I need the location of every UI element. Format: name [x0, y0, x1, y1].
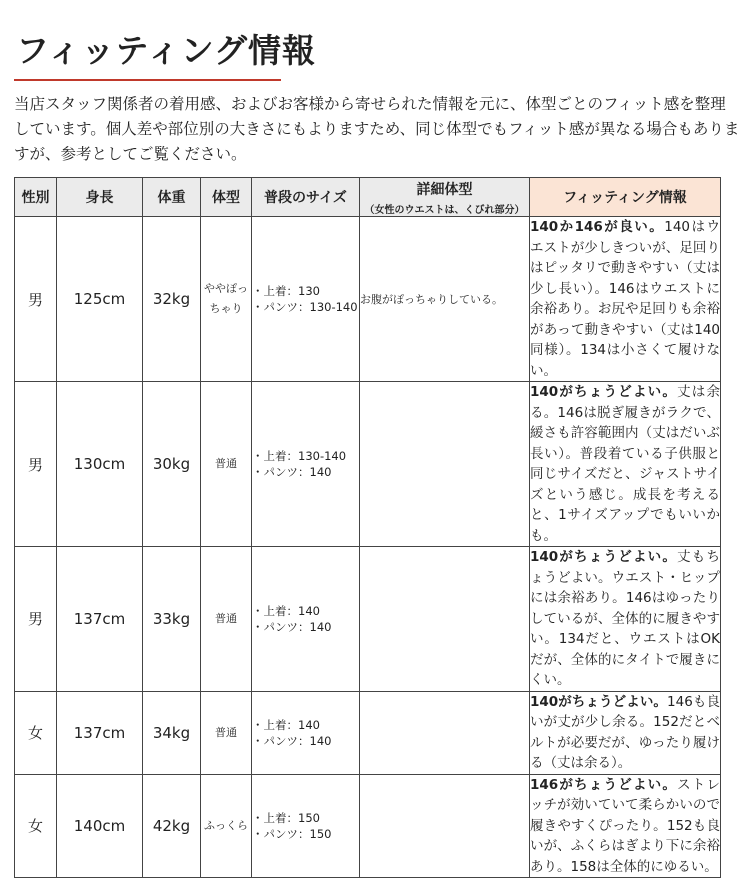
header-weight: 体重 [143, 178, 201, 217]
cell-body-type: 普通 [201, 691, 252, 774]
header-detail-type-note: （女性のウエストは、くびれ部分） [364, 204, 525, 216]
header-height: 身長 [57, 178, 143, 217]
fitting-verdict: 140がちょうどよい。 [530, 693, 668, 710]
cell-weight: 34kg [143, 691, 201, 774]
header-detail-type [360, 178, 530, 217]
fitting-verdict: 140がちょうどよい。 [530, 384, 678, 400]
pants-size: ・パンツ：130-140 [252, 300, 358, 314]
table-row [15, 774, 721, 878]
cell-usual-size [252, 547, 360, 692]
cell-usual-size [252, 691, 360, 774]
top-size: ・上着：130-140 [252, 449, 347, 463]
title-underline [14, 79, 281, 81]
cell-sex: 女 [15, 691, 57, 774]
table-header-row [15, 178, 721, 217]
cell-body-type: 普通 [201, 547, 252, 692]
cell-fitting [530, 382, 721, 547]
cell-detail: お腹がぽっちゃりしている。 [360, 217, 530, 382]
table-row [15, 217, 721, 382]
pants-size: ・パンツ：140 [252, 733, 332, 748]
cell-height: 140cm [57, 774, 143, 878]
top-size: ・上着：140 [252, 603, 320, 618]
cell-height: 125cm [57, 217, 143, 382]
cell-body-type: ふっくら [201, 774, 252, 878]
cell-detail [360, 774, 530, 878]
cell-fitting [530, 691, 721, 774]
cell-usual-size [252, 382, 360, 547]
cell-weight: 30kg [143, 382, 201, 547]
cell-fitting [530, 547, 721, 692]
cell-sex: 男 [15, 382, 57, 547]
header-fitting: フィッティング情報 [530, 178, 721, 217]
cell-weight: 32kg [143, 217, 201, 382]
pants-size: ・パンツ：140 [252, 465, 332, 479]
cell-usual-size [252, 217, 360, 382]
fitting-comment: 丈は余る。146は脱ぎ履きがラクで、緩さも許容範囲内（丈はだいぶ長い）。普段着ている子供服と同じサイズだと、ジャストサイズという感じ。成長を考えると、1サイズアップでもいいかも。 [530, 384, 720, 544]
cell-sex: 男 [15, 217, 57, 382]
cell-height: 137cm [57, 547, 143, 692]
pants-size: ・パンツ：150 [252, 826, 332, 841]
cell-detail [360, 691, 530, 774]
header-body-type: 体型 [201, 178, 252, 217]
header-detail-type-label: 詳細体型 [416, 181, 473, 198]
fitting-comment: 146も良いが丈が少し余る。152だとベルトが必要だが、ゆったり履ける（丈は余る）。 [530, 693, 720, 771]
cell-weight: 42kg [143, 774, 201, 878]
cell-detail [360, 382, 530, 547]
fitting-verdict: 140がちょうどよい。 [530, 549, 678, 565]
table-row [15, 691, 721, 774]
page-title: フィッティング情報 [16, 31, 317, 70]
fitting-comment: 140はウエストが少しきついが、足回りはピッタリで動きやすい（丈は少し長い）。146はウエストに余裕あり。お尻や足回りも余裕があって動きやすい（丈は140同様）。134は小さくて履けない。 [530, 219, 720, 379]
cell-weight: 33kg [143, 547, 201, 692]
cell-fitting [530, 774, 721, 878]
cell-sex: 男 [15, 547, 57, 692]
fitting-verdict: 140か146が良い。 [530, 219, 665, 235]
cell-body-type: ややぽっちゃり [201, 217, 252, 382]
cell-usual-size [252, 774, 360, 878]
header-sex: 性別 [15, 178, 57, 217]
table-row [15, 547, 721, 692]
cell-detail [360, 547, 530, 692]
fitting-verdict: 146がちょうどよい。 [530, 776, 678, 793]
intro-text: 当店スタッフ関係者の着用感、およびお客様から寄せられた情報を元に、体型ごとのフィット感を整理しています。個人差や部位別の大きさにもよりますため、同じ体型でもフィット感が異なる場合もありますが、参考としてご覧ください。 [14, 95, 740, 163]
pants-size: ・パンツ：140 [252, 619, 332, 634]
fitting-table [14, 177, 721, 878]
header-usual-size: 普段のサイズ [252, 178, 360, 217]
cell-height: 137cm [57, 691, 143, 774]
cell-sex: 女 [15, 774, 57, 878]
table-row [15, 382, 721, 547]
fitting-comment: 丈もちょうどよい。ウエスト・ヒップには余裕あり。146はゆったりしているが、全体的に履きやすい。134だと、ウエストはOKだが、全体的にタイトで履きにくい。 [530, 549, 720, 688]
cell-body-type: 普通 [201, 382, 252, 547]
top-size: ・上着：140 [252, 717, 320, 732]
top-size: ・上着：130 [252, 284, 320, 298]
cell-height: 130cm [57, 382, 143, 547]
fitting-comment: ストレッチが効いていて柔らかいので履きやすくぴったり。152も良いが、ふくらはぎより下に余裕あり。158は全体的にゆるい。 [530, 776, 720, 875]
cell-fitting [530, 217, 721, 382]
top-size: ・上着：150 [252, 810, 320, 825]
